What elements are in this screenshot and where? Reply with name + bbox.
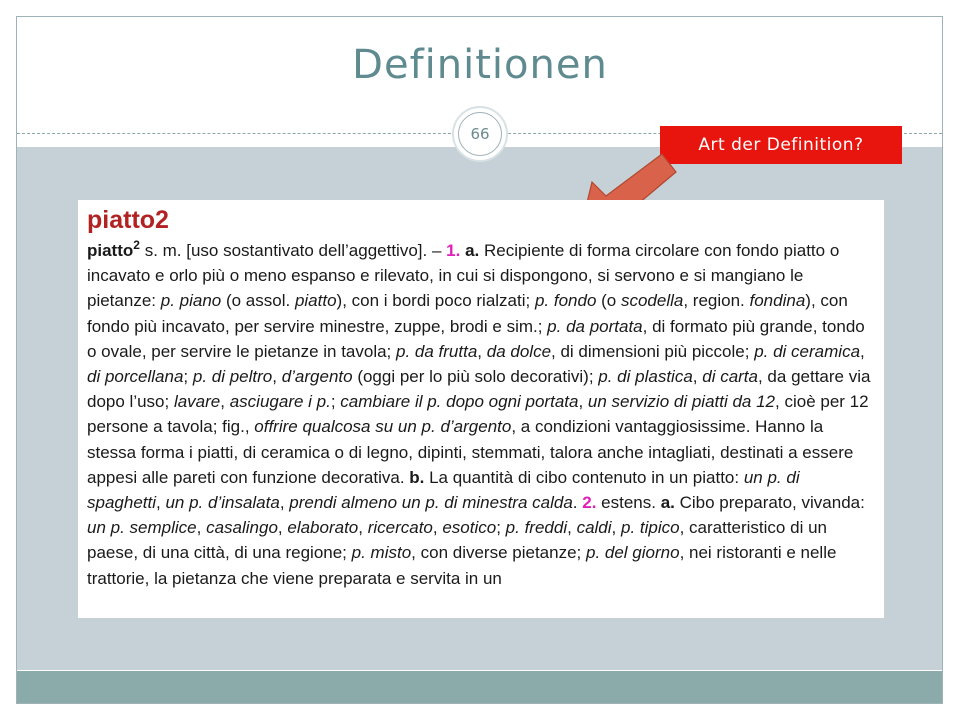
entry-example: di porcellana: [87, 367, 184, 387]
entry-text: Cibo preparato, vivanda:: [674, 493, 865, 513]
entry-example: p. fondo: [534, 291, 597, 311]
entry-text: .: [572, 493, 583, 513]
subsense-letter: b.: [409, 467, 425, 487]
entry-example: un p. semplice: [87, 518, 197, 538]
entry-superscript: 2: [133, 238, 140, 252]
entry-example: un p. d’insalata: [165, 493, 280, 513]
entry-example: caldi: [576, 518, 612, 538]
entry-text: ,: [567, 518, 577, 538]
entry-text: ,: [477, 341, 487, 361]
definition-type-callout: Art der Definition?: [660, 126, 902, 164]
entry-text: La quantità di cibo contenuto in un piatto:: [424, 467, 744, 487]
entry-example: p. tipico: [620, 518, 680, 538]
entry-text: ,: [578, 392, 588, 412]
entry-example: prendi almeno un p. di minestra calda: [289, 493, 573, 513]
entry-example: p. piano: [160, 291, 222, 311]
entry-text: ,: [692, 367, 703, 387]
entry-example: di carta: [702, 367, 758, 387]
entry-example: lavare: [173, 392, 221, 412]
entry-text: , a condizioni vantaggiosissime. Hanno la stessa forma i piatti, di ceramica o di legno, dipinti, stemmati, talora anche intagliati, destinati a essere appesi alle pareti con funzione decorativa.: [87, 417, 854, 487]
entry-text: , cioè per 12 persone a tavola; fig.,: [87, 392, 869, 437]
entry-text: , da gettare via dopo l’uso;: [87, 367, 871, 412]
entry-text: ,: [611, 518, 621, 538]
entry-example: p. da portata: [547, 316, 643, 336]
entry-example: esotico: [442, 518, 497, 538]
entry-example: p. da frutta: [396, 341, 478, 361]
entry-example: p. di ceramica: [754, 341, 861, 361]
entry-text: ,: [277, 518, 288, 538]
subsense-letter: a.: [660, 493, 675, 513]
entry-example: d’argento: [281, 367, 353, 387]
entry-example: asciugare i p.: [229, 392, 331, 412]
entry-example: offrire qualcosa su un p. d’argento: [254, 417, 512, 437]
entry-example: cambiare il p. dopo ogni portata: [340, 392, 579, 412]
page-number: 66: [458, 112, 502, 156]
entry-example: da dolce: [486, 341, 552, 361]
entry-text: , caratteristico di un paese, di una città, di una regione;: [87, 518, 827, 563]
entry-text: ,: [358, 518, 368, 538]
entry-example: p. misto: [351, 543, 412, 563]
entry-example: casalingo: [206, 518, 278, 538]
dictionary-entry: [87, 238, 874, 591]
entry-example: fondina: [749, 291, 806, 311]
entry-text: (o: [596, 291, 621, 311]
entry-lemma: piatto: [87, 241, 134, 260]
entry-text: (o assol.: [221, 291, 295, 311]
entry-example: ricercato: [367, 518, 433, 538]
entry-text: ,: [279, 493, 290, 513]
entry-example: un servizio di piatti da 12: [587, 392, 776, 412]
footer-bar: [17, 671, 942, 703]
slide-title: Definitionen: [352, 42, 608, 88]
entry-text: , di dimensioni più piccole;: [551, 341, 755, 361]
entry-text: , nei ristoranti e nelle trattorie, la pietanza che viene preparata e servita in un: [87, 543, 837, 588]
dictionary-excerpt: [78, 200, 884, 618]
entry-text: , di formato più grande, tondo o ovale, per servire le pietanze in tavola;: [87, 316, 865, 361]
entry-example: elaborato: [287, 518, 359, 538]
entry-text: ,: [272, 367, 282, 387]
entry-example: p. di plastica: [598, 367, 693, 387]
entry-example: p. di peltro: [192, 367, 273, 387]
entry-text: ,: [156, 493, 166, 513]
entry-example: piatto: [294, 291, 337, 311]
entry-text: (oggi per lo più solo decorativi);: [352, 367, 599, 387]
entry-text: ;: [496, 518, 506, 538]
entry-example: p. freddi: [505, 518, 568, 538]
sense-number: 2.: [582, 493, 597, 513]
entry-text: estens.: [596, 493, 661, 513]
entry-text: , con diverse pietanze;: [411, 543, 586, 563]
entry-text: ,: [432, 518, 443, 538]
entry-example: scodella: [620, 291, 684, 311]
entry-text: ,: [196, 518, 207, 538]
entry-example: p. del giorno: [586, 543, 680, 563]
entry-text: s. m. [uso sostantivato dell’aggettivo]. –: [139, 241, 447, 260]
entry-text: ,: [860, 341, 865, 361]
entry-text: ;: [330, 392, 341, 412]
entry-text: ), con fondo più incavato, per servire minestre, zuppe, brodi e sim.;: [87, 291, 848, 336]
subsense-letter: a.: [465, 241, 480, 260]
sense-number: 1.: [446, 241, 461, 260]
entry-text: , region.: [683, 291, 750, 311]
entry-text: ,: [220, 392, 230, 412]
page-number-badge: [452, 106, 508, 162]
headword: piatto2: [87, 206, 169, 234]
entry-text: Recipiente di forma circolare con fondo piatto o incavato e orlo più o meno espanso e rilevato, in cui si dispongono, si servono e si mangiano le pietanze:: [87, 241, 840, 311]
entry-text: ), con i bordi poco rialzati;: [336, 291, 535, 311]
entry-text: ;: [183, 367, 193, 387]
entry-example: un p. di spaghetti: [87, 467, 800, 513]
